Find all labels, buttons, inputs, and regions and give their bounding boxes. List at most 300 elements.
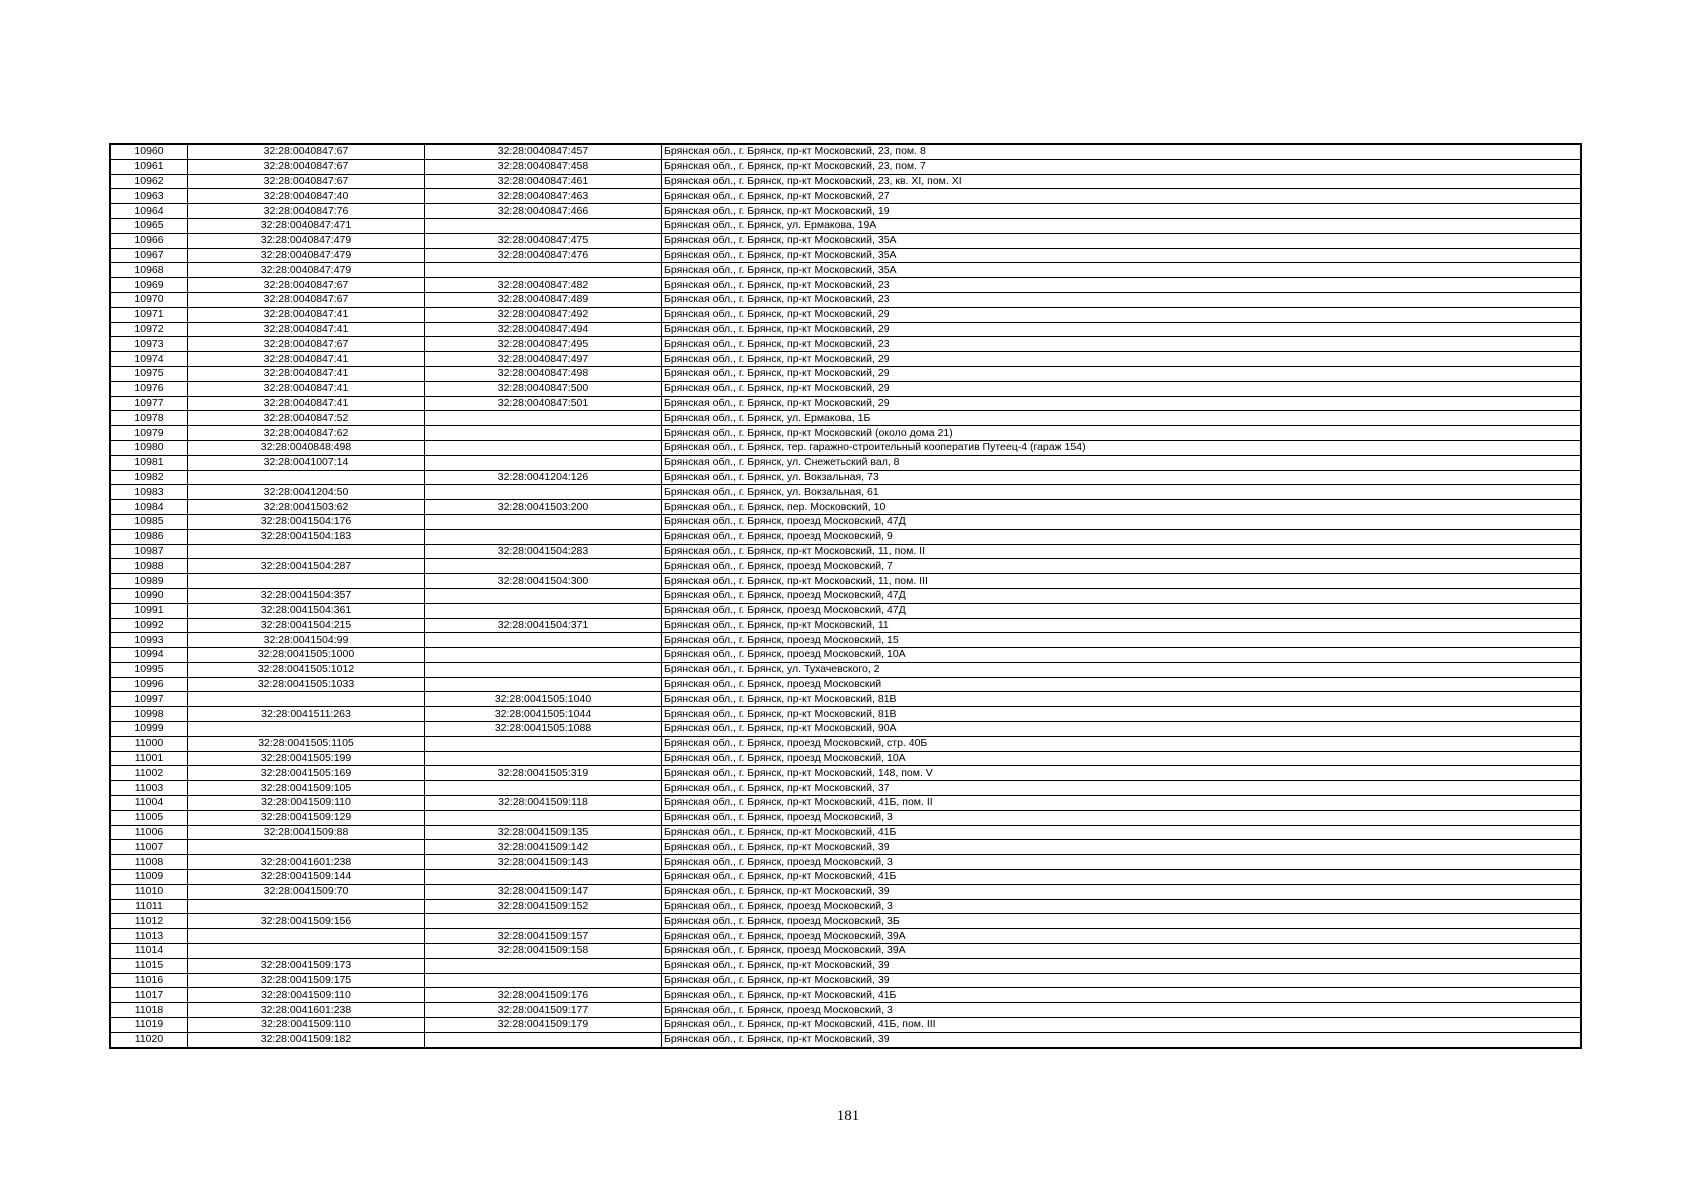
- cell-row-number: 10978: [110, 411, 188, 426]
- cell-object-cadastral-number: [425, 1032, 662, 1047]
- table-row: [110, 722, 1581, 737]
- table-row: [110, 440, 1581, 455]
- table-row: [110, 381, 1581, 396]
- cell-land-cadastral-number: [188, 544, 425, 559]
- cell-object-cadastral-number: 32:28:0041504:283: [425, 544, 662, 559]
- cell-address: Брянская обл., г. Брянск, пр-кт Московский, 23, пом. 8: [662, 144, 1582, 159]
- table-row: [110, 751, 1581, 766]
- cell-object-cadastral-number: 32:28:0041509:158: [425, 944, 662, 959]
- cell-address: Брянская обл., г. Брянск, проезд Московский, 47Д: [662, 588, 1582, 603]
- cell-row-number: 10970: [110, 292, 188, 307]
- table-row: [110, 159, 1581, 174]
- cell-row-number: 11009: [110, 870, 188, 885]
- cell-address: Брянская обл., г. Брянск, пер. Московский, 10: [662, 500, 1582, 515]
- cell-address: Брянская обл., г. Брянск, проезд Московский: [662, 677, 1582, 692]
- cell-row-number: 10973: [110, 337, 188, 352]
- table-row: [110, 233, 1581, 248]
- cell-land-cadastral-number: 32:28:0040847:41: [188, 322, 425, 337]
- cell-object-cadastral-number: [425, 973, 662, 988]
- cell-address: Брянская обл., г. Брянск, проезд Московский, 39А: [662, 929, 1582, 944]
- cell-land-cadastral-number: 32:28:0041509:88: [188, 825, 425, 840]
- cell-row-number: 11012: [110, 914, 188, 929]
- cell-object-cadastral-number: [425, 529, 662, 544]
- cell-object-cadastral-number: [425, 588, 662, 603]
- cell-row-number: 10966: [110, 233, 188, 248]
- cell-row-number: 11014: [110, 944, 188, 959]
- cell-object-cadastral-number: 32:28:0041504:300: [425, 574, 662, 589]
- table-row: [110, 322, 1581, 337]
- cell-row-number: 11000: [110, 736, 188, 751]
- cell-address: Брянская обл., г. Брянск, пр-кт Московский, 148, пом. V: [662, 766, 1582, 781]
- cell-land-cadastral-number: 32:28:0041504:176: [188, 514, 425, 529]
- cell-address: Брянская обл., г. Брянск, ул. Ермакова, 19А: [662, 218, 1582, 233]
- cell-object-cadastral-number: 32:28:0040847:476: [425, 248, 662, 263]
- cell-address: Брянская обл., г. Брянск, пр-кт Московский, 29: [662, 307, 1582, 322]
- cell-row-number: 10960: [110, 144, 188, 159]
- cell-row-number: 10996: [110, 677, 188, 692]
- cell-land-cadastral-number: 32:28:0041601:238: [188, 855, 425, 870]
- cell-object-cadastral-number: [425, 411, 662, 426]
- cell-row-number: 10967: [110, 248, 188, 263]
- registry-table: [109, 143, 1582, 1049]
- cell-address: Брянская обл., г. Брянск, пр-кт Московский, 29: [662, 352, 1582, 367]
- cell-row-number: 10972: [110, 322, 188, 337]
- cell-object-cadastral-number: [425, 958, 662, 973]
- cell-address: Брянская обл., г. Брянск, ул. Снежетьский вал, 8: [662, 455, 1582, 470]
- cell-row-number: 10980: [110, 440, 188, 455]
- cell-row-number: 11002: [110, 766, 188, 781]
- cell-address: Брянская обл., г. Брянск, пр-кт Московский, 11: [662, 618, 1582, 633]
- cell-row-number: 10991: [110, 603, 188, 618]
- cell-address: Брянская обл., г. Брянск, пр-кт Московский, 41Б: [662, 988, 1582, 1003]
- cell-object-cadastral-number: [425, 914, 662, 929]
- cell-object-cadastral-number: 32:28:0040847:498: [425, 366, 662, 381]
- cell-land-cadastral-number: 32:28:0041505:199: [188, 751, 425, 766]
- cell-object-cadastral-number: [425, 263, 662, 278]
- cell-object-cadastral-number: [425, 218, 662, 233]
- cell-address: Брянская обл., г. Брянск, проезд Московский, 3: [662, 855, 1582, 870]
- cell-land-cadastral-number: 32:28:0040847:41: [188, 352, 425, 367]
- table-row: [110, 337, 1581, 352]
- cell-row-number: 10979: [110, 426, 188, 441]
- cell-land-cadastral-number: 32:28:0041504:215: [188, 618, 425, 633]
- table-row: [110, 899, 1581, 914]
- cell-object-cadastral-number: [425, 870, 662, 885]
- cell-object-cadastral-number: 32:28:0041509:118: [425, 796, 662, 811]
- cell-address: Брянская обл., г. Брянск, ул. Тухачевского, 2: [662, 662, 1582, 677]
- table-row: [110, 1018, 1581, 1033]
- cell-address: Брянская обл., г. Брянск, пр-кт Московский, 81В: [662, 692, 1582, 707]
- cell-address: Брянская обл., г. Брянск, пр-кт Московский, 41Б: [662, 870, 1582, 885]
- table-row: [110, 810, 1581, 825]
- cell-land-cadastral-number: 32:28:0041504:99: [188, 633, 425, 648]
- cell-object-cadastral-number: 32:28:0040847:463: [425, 189, 662, 204]
- cell-object-cadastral-number: [425, 751, 662, 766]
- table-row: [110, 514, 1581, 529]
- table-row: [110, 529, 1581, 544]
- cell-object-cadastral-number: 32:28:0040847:458: [425, 159, 662, 174]
- cell-row-number: 10971: [110, 307, 188, 322]
- cell-land-cadastral-number: 32:28:0040847:52: [188, 411, 425, 426]
- cell-object-cadastral-number: [425, 440, 662, 455]
- cell-address: Брянская обл., г. Брянск, пр-кт Московский, 23, пом. 7: [662, 159, 1582, 174]
- cell-land-cadastral-number: 32:28:0041505:1033: [188, 677, 425, 692]
- cell-row-number: 10992: [110, 618, 188, 633]
- table-row: [110, 174, 1581, 189]
- cell-object-cadastral-number: 32:28:0041505:1088: [425, 722, 662, 737]
- table-row: [110, 914, 1581, 929]
- cell-object-cadastral-number: 32:28:0041505:1040: [425, 692, 662, 707]
- cell-land-cadastral-number: 32:28:0041505:1105: [188, 736, 425, 751]
- cell-object-cadastral-number: 32:28:0040847:457: [425, 144, 662, 159]
- cell-object-cadastral-number: 32:28:0041504:371: [425, 618, 662, 633]
- cell-address: Брянская обл., г. Брянск, проезд Московский, 3: [662, 1003, 1582, 1018]
- cell-row-number: 10965: [110, 218, 188, 233]
- cell-object-cadastral-number: 32:28:0041509:157: [425, 929, 662, 944]
- cell-land-cadastral-number: 32:28:0041504:287: [188, 559, 425, 574]
- cell-row-number: 11016: [110, 973, 188, 988]
- cell-address: Брянская обл., г. Брянск, пр-кт Московский, 41Б: [662, 825, 1582, 840]
- cell-land-cadastral-number: 32:28:0041601:238: [188, 1003, 425, 1018]
- table-row: [110, 662, 1581, 677]
- cell-land-cadastral-number: [188, 470, 425, 485]
- cell-land-cadastral-number: 32:28:0041505:1012: [188, 662, 425, 677]
- cell-row-number: 10983: [110, 485, 188, 500]
- cell-land-cadastral-number: 32:28:0041505:1000: [188, 648, 425, 663]
- cell-object-cadastral-number: [425, 781, 662, 796]
- cell-object-cadastral-number: 32:28:0041505:319: [425, 766, 662, 781]
- cell-row-number: 10998: [110, 707, 188, 722]
- table-row: [110, 352, 1581, 367]
- cell-row-number: 11010: [110, 884, 188, 899]
- table-row: [110, 396, 1581, 411]
- cell-land-cadastral-number: 32:28:0040847:67: [188, 144, 425, 159]
- table-row: [110, 677, 1581, 692]
- cell-land-cadastral-number: 32:28:0041504:361: [188, 603, 425, 618]
- cell-land-cadastral-number: 32:28:0041509:105: [188, 781, 425, 796]
- table-row: [110, 574, 1581, 589]
- cell-object-cadastral-number: 32:28:0041509:135: [425, 825, 662, 840]
- table-row: [110, 929, 1581, 944]
- table-row: [110, 736, 1581, 751]
- cell-address: Брянская обл., г. Брянск, проезд Московский, 47Д: [662, 603, 1582, 618]
- cell-land-cadastral-number: 32:28:0040847:67: [188, 159, 425, 174]
- cell-row-number: 11017: [110, 988, 188, 1003]
- cell-address: Брянская обл., г. Брянск, пр-кт Московский, 35А: [662, 263, 1582, 278]
- table-row: [110, 278, 1581, 293]
- cell-object-cadastral-number: [425, 455, 662, 470]
- cell-address: Брянская обл., г. Брянск, пр-кт Московский, 23: [662, 278, 1582, 293]
- cell-object-cadastral-number: 32:28:0041509:147: [425, 884, 662, 899]
- cell-address: Брянская обл., г. Брянск, пр-кт Московский, 39: [662, 973, 1582, 988]
- table-row: [110, 855, 1581, 870]
- cell-address: Брянская обл., г. Брянск, пр-кт Московский, 81В: [662, 707, 1582, 722]
- table-row: [110, 973, 1581, 988]
- cell-address: Брянская обл., г. Брянск, пр-кт Московский, 35А: [662, 248, 1582, 263]
- cell-object-cadastral-number: 32:28:0041509:142: [425, 840, 662, 855]
- cell-land-cadastral-number: 32:28:0041509:144: [188, 870, 425, 885]
- cell-address: Брянская обл., г. Брянск, пр-кт Московский, 27: [662, 189, 1582, 204]
- cell-row-number: 10962: [110, 174, 188, 189]
- cell-address: Брянская обл., г. Брянск, пр-кт Московский (около дома 21): [662, 426, 1582, 441]
- cell-address: Брянская обл., г. Брянск, пр-кт Московский, 11, пом. II: [662, 544, 1582, 559]
- cell-row-number: 10981: [110, 455, 188, 470]
- cell-row-number: 10999: [110, 722, 188, 737]
- cell-land-cadastral-number: 32:28:0040847:40: [188, 189, 425, 204]
- cell-row-number: 10984: [110, 500, 188, 515]
- cell-address: Брянская обл., г. Брянск, ул. Ермакова, 1Б: [662, 411, 1582, 426]
- cell-land-cadastral-number: 32:28:0040847:41: [188, 381, 425, 396]
- cell-object-cadastral-number: 32:28:0040847:475: [425, 233, 662, 248]
- cell-land-cadastral-number: [188, 929, 425, 944]
- table-row: [110, 870, 1581, 885]
- cell-land-cadastral-number: 32:28:0041509:129: [188, 810, 425, 825]
- cell-row-number: 11006: [110, 825, 188, 840]
- table-row: [110, 544, 1581, 559]
- cell-row-number: 11001: [110, 751, 188, 766]
- cell-land-cadastral-number: [188, 899, 425, 914]
- cell-address: Брянская обл., г. Брянск, пр-кт Московский, 39: [662, 840, 1582, 855]
- cell-object-cadastral-number: [425, 648, 662, 663]
- cell-row-number: 10976: [110, 381, 188, 396]
- cell-row-number: 11015: [110, 958, 188, 973]
- cell-address: Брянская обл., г. Брянск, пр-кт Московский, 90А: [662, 722, 1582, 737]
- cell-land-cadastral-number: [188, 944, 425, 959]
- cell-row-number: 11003: [110, 781, 188, 796]
- cell-object-cadastral-number: 32:28:0040847:466: [425, 204, 662, 219]
- table-row: [110, 618, 1581, 633]
- cell-land-cadastral-number: 32:28:0040847:479: [188, 233, 425, 248]
- cell-row-number: 11005: [110, 810, 188, 825]
- cell-row-number: 10994: [110, 648, 188, 663]
- cell-land-cadastral-number: 32:28:0040847:76: [188, 204, 425, 219]
- table-row: [110, 944, 1581, 959]
- cell-row-number: 10961: [110, 159, 188, 174]
- cell-address: Брянская обл., г. Брянск, пр-кт Московский, 35А: [662, 233, 1582, 248]
- cell-address: Брянская обл., г. Брянск, пр-кт Московский, 37: [662, 781, 1582, 796]
- cell-object-cadastral-number: 32:28:0040847:497: [425, 352, 662, 367]
- table-row: [110, 958, 1581, 973]
- cell-address: Брянская обл., г. Брянск, пр-кт Московский, 23: [662, 292, 1582, 307]
- cell-object-cadastral-number: [425, 677, 662, 692]
- cell-land-cadastral-number: 32:28:0040847:41: [188, 396, 425, 411]
- cell-row-number: 10989: [110, 574, 188, 589]
- cell-land-cadastral-number: 32:28:0041504:357: [188, 588, 425, 603]
- cell-object-cadastral-number: 32:28:0041503:200: [425, 500, 662, 515]
- cell-address: Брянская обл., г. Брянск, проезд Московский, 10А: [662, 648, 1582, 663]
- cell-land-cadastral-number: 32:28:0041511:263: [188, 707, 425, 722]
- table-row: [110, 1003, 1581, 1018]
- table-row: [110, 307, 1581, 322]
- cell-land-cadastral-number: 32:28:0041509:175: [188, 973, 425, 988]
- cell-land-cadastral-number: 32:28:0041509:173: [188, 958, 425, 973]
- cell-row-number: 10987: [110, 544, 188, 559]
- table-row: [110, 588, 1581, 603]
- cell-address: Брянская обл., г. Брянск, пр-кт Московский, 39: [662, 958, 1582, 973]
- table-row: [110, 603, 1581, 618]
- cell-address: Брянская обл., г. Брянск, пр-кт Московский, 41Б, пом. III: [662, 1018, 1582, 1033]
- cell-land-cadastral-number: 32:28:0040848:498: [188, 440, 425, 455]
- cell-address: Брянская обл., г. Брянск, пр-кт Московский, 11, пом. III: [662, 574, 1582, 589]
- table-row: [110, 648, 1581, 663]
- cell-object-cadastral-number: 32:28:0041505:1044: [425, 707, 662, 722]
- cell-address: Брянская обл., г. Брянск, ул. Вокзальная, 61: [662, 485, 1582, 500]
- cell-address: Брянская обл., г. Брянск, пр-кт Московский, 41Б, пом. II: [662, 796, 1582, 811]
- cell-address: Брянская обл., г. Брянск, пр-кт Московский, 39: [662, 1032, 1582, 1047]
- cell-row-number: 11008: [110, 855, 188, 870]
- cell-land-cadastral-number: 32:28:0041509:156: [188, 914, 425, 929]
- cell-row-number: 11013: [110, 929, 188, 944]
- table-row: [110, 781, 1581, 796]
- cell-object-cadastral-number: [425, 736, 662, 751]
- cell-land-cadastral-number: 32:28:0040847:67: [188, 174, 425, 189]
- cell-land-cadastral-number: 32:28:0041505:169: [188, 766, 425, 781]
- cell-object-cadastral-number: [425, 559, 662, 574]
- table-row: [110, 840, 1581, 855]
- cell-object-cadastral-number: 32:28:0041509:176: [425, 988, 662, 1003]
- cell-land-cadastral-number: 32:28:0040847:479: [188, 263, 425, 278]
- table-row: [110, 692, 1581, 707]
- cell-land-cadastral-number: [188, 692, 425, 707]
- table-row: [110, 707, 1581, 722]
- cell-address: Брянская обл., г. Брянск, проезд Московский, стр. 40Б: [662, 736, 1582, 751]
- table-row: [110, 218, 1581, 233]
- cell-land-cadastral-number: 32:28:0040847:41: [188, 307, 425, 322]
- table-row: [110, 248, 1581, 263]
- cell-land-cadastral-number: 32:28:0040847:67: [188, 292, 425, 307]
- cell-row-number: 10969: [110, 278, 188, 293]
- table-row: [110, 263, 1581, 278]
- table-row: [110, 766, 1581, 781]
- cell-address: Брянская обл., г. Брянск, проезд Московский, 15: [662, 633, 1582, 648]
- cell-land-cadastral-number: 32:28:0040847:41: [188, 366, 425, 381]
- table-row: [110, 204, 1581, 219]
- cell-address: Брянская обл., г. Брянск, пр-кт Московский, 19: [662, 204, 1582, 219]
- cell-object-cadastral-number: [425, 810, 662, 825]
- cell-object-cadastral-number: 32:28:0041509:152: [425, 899, 662, 914]
- cell-land-cadastral-number: 32:28:0041007:14: [188, 455, 425, 470]
- cell-address: Брянская обл., г. Брянск, проезд Московский, 10А: [662, 751, 1582, 766]
- cell-object-cadastral-number: 32:28:0040847:489: [425, 292, 662, 307]
- table-row: [110, 825, 1581, 840]
- table-row: [110, 189, 1581, 204]
- cell-address: Брянская обл., г. Брянск, пр-кт Московский, 29: [662, 396, 1582, 411]
- cell-object-cadastral-number: 32:28:0041509:143: [425, 855, 662, 870]
- cell-object-cadastral-number: 32:28:0040847:495: [425, 337, 662, 352]
- cell-land-cadastral-number: 32:28:0040847:62: [188, 426, 425, 441]
- cell-address: Брянская обл., г. Брянск, пр-кт Московский, 23: [662, 337, 1582, 352]
- cell-address: Брянская обл., г. Брянск, пр-кт Московский, 29: [662, 366, 1582, 381]
- cell-land-cadastral-number: 32:28:0041504:183: [188, 529, 425, 544]
- cell-land-cadastral-number: [188, 574, 425, 589]
- cell-land-cadastral-number: 32:28:0041509:182: [188, 1032, 425, 1047]
- table-row: [110, 411, 1581, 426]
- table-row: [110, 426, 1581, 441]
- cell-row-number: 11019: [110, 1018, 188, 1033]
- cell-address: Брянская обл., г. Брянск, проезд Московский, 7: [662, 559, 1582, 574]
- cell-row-number: 11004: [110, 796, 188, 811]
- cell-object-cadastral-number: 32:28:0041509:177: [425, 1003, 662, 1018]
- cell-address: Брянская обл., г. Брянск, ул. Вокзальная, 73: [662, 470, 1582, 485]
- cell-row-number: 10995: [110, 662, 188, 677]
- cell-land-cadastral-number: 32:28:0041509:110: [188, 796, 425, 811]
- cell-row-number: 11007: [110, 840, 188, 855]
- cell-land-cadastral-number: 32:28:0040847:67: [188, 337, 425, 352]
- table-row: [110, 500, 1581, 515]
- cell-row-number: 10975: [110, 366, 188, 381]
- cell-land-cadastral-number: 32:28:0040847:471: [188, 218, 425, 233]
- table-row: [110, 470, 1581, 485]
- cell-row-number: 10963: [110, 189, 188, 204]
- cell-row-number: 10964: [110, 204, 188, 219]
- cell-object-cadastral-number: [425, 485, 662, 500]
- cell-address: Брянская обл., г. Брянск, проезд Московский, 47Д: [662, 514, 1582, 529]
- cell-land-cadastral-number: 32:28:0041204:50: [188, 485, 425, 500]
- table-row: [110, 559, 1581, 574]
- table-row: [110, 796, 1581, 811]
- cell-object-cadastral-number: 32:28:0040847:494: [425, 322, 662, 337]
- cell-object-cadastral-number: [425, 662, 662, 677]
- cell-land-cadastral-number: 32:28:0041509:70: [188, 884, 425, 899]
- cell-row-number: 11020: [110, 1032, 188, 1047]
- cell-row-number: 11018: [110, 1003, 188, 1018]
- registry-table-body: [110, 144, 1581, 1048]
- cell-object-cadastral-number: 32:28:0040847:461: [425, 174, 662, 189]
- cell-land-cadastral-number: 32:28:0041509:110: [188, 988, 425, 1003]
- table-row: [110, 292, 1581, 307]
- cell-row-number: 11011: [110, 899, 188, 914]
- cell-address: Брянская обл., г. Брянск, пр-кт Московский, 29: [662, 381, 1582, 396]
- cell-address: Брянская обл., г. Брянск, пр-кт Московский, 23, кв. XI, пом. XI: [662, 174, 1582, 189]
- cell-land-cadastral-number: 32:28:0041509:110: [188, 1018, 425, 1033]
- cell-row-number: 10985: [110, 514, 188, 529]
- cell-land-cadastral-number: [188, 840, 425, 855]
- cell-row-number: 10977: [110, 396, 188, 411]
- cell-object-cadastral-number: 32:28:0040847:501: [425, 396, 662, 411]
- cell-land-cadastral-number: [188, 722, 425, 737]
- cell-object-cadastral-number: [425, 426, 662, 441]
- table-row: [110, 884, 1581, 899]
- cell-land-cadastral-number: 32:28:0041503:62: [188, 500, 425, 515]
- cell-row-number: 10968: [110, 263, 188, 278]
- cell-row-number: 10997: [110, 692, 188, 707]
- table-row: [110, 455, 1581, 470]
- cell-row-number: 10986: [110, 529, 188, 544]
- cell-object-cadastral-number: 32:28:0041204:126: [425, 470, 662, 485]
- table-row: [110, 988, 1581, 1003]
- cell-object-cadastral-number: [425, 603, 662, 618]
- table-row: [110, 1032, 1581, 1047]
- cell-object-cadastral-number: 32:28:0040847:482: [425, 278, 662, 293]
- table-row: [110, 485, 1581, 500]
- cell-address: Брянская обл., г. Брянск, проезд Московский, 39А: [662, 944, 1582, 959]
- cell-object-cadastral-number: 32:28:0040847:500: [425, 381, 662, 396]
- cell-address: Брянская обл., г. Брянск, пр-кт Московский, 29: [662, 322, 1582, 337]
- cell-land-cadastral-number: 32:28:0040847:67: [188, 278, 425, 293]
- cell-row-number: 10988: [110, 559, 188, 574]
- cell-object-cadastral-number: [425, 514, 662, 529]
- cell-row-number: 10982: [110, 470, 188, 485]
- table-row: [110, 144, 1581, 159]
- table-row: [110, 633, 1581, 648]
- cell-row-number: 10990: [110, 588, 188, 603]
- cell-address: Брянская обл., г. Брянск, тер. гаражно-строительный кооператив Путеец-4 (гараж 154): [662, 440, 1582, 455]
- page-number: 181: [836, 1108, 860, 1124]
- cell-address: Брянская обл., г. Брянск, проезд Московский, 3: [662, 810, 1582, 825]
- cell-address: Брянская обл., г. Брянск, проезд Московский, 3Б: [662, 914, 1582, 929]
- cell-address: Брянская обл., г. Брянск, проезд Московский, 9: [662, 529, 1582, 544]
- cell-row-number: 10974: [110, 352, 188, 367]
